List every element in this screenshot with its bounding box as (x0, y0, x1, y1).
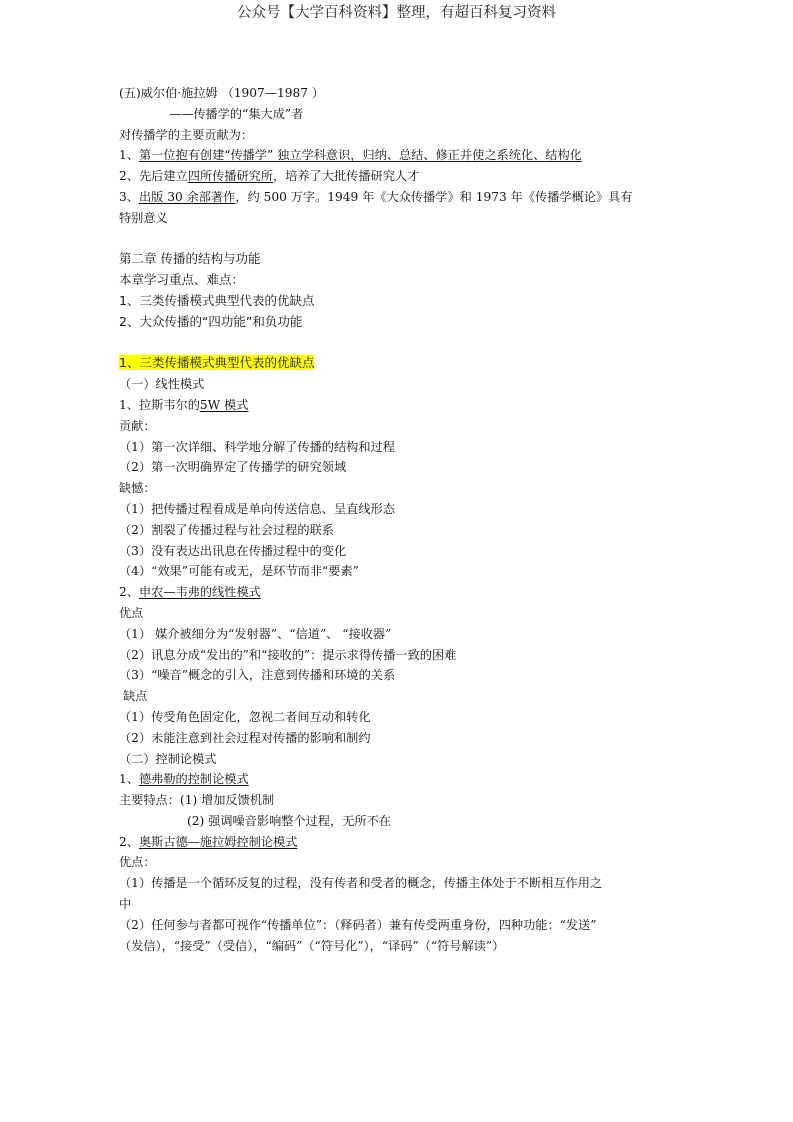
contribution-intro: 对传播学的主要贡献为： (119, 127, 254, 142)
defect-4: （4）“效果”可能有或无，是环节而非“要素” (119, 564, 359, 579)
defect-2: （2）割裂了传播过程与社会过程的联系 (119, 522, 334, 537)
contribution-label: 贡献： (119, 418, 156, 433)
features-line-1: 主要特点：(1) 增加反馈机制 (119, 793, 275, 808)
page-header: 公众号【大学百科资料】整理，有超百科复习资料 (237, 5, 556, 21)
osgood-point-1: （1）传播是一个循环反复的过程，没有传者和受者的概念，传播主体处于不断相互作用之 (119, 876, 603, 891)
advantages-label: 优点： (119, 855, 156, 870)
advantage-1: （1） 媒介被细分为“发射器”、“信道”、 “接收器” (119, 626, 392, 641)
defect-3: （3）没有表达出讯息在传播过程中的变化 (119, 543, 347, 558)
disadvantage-2: （2）未能注意到社会过程对传播的影响和制约 (119, 730, 371, 745)
item-number: 3、 (119, 189, 139, 204)
shannon-heading (119, 582, 719, 603)
item-rest: ，约 500 万字。1949 年《大众传播学》和 1973 年《传播学概论》具有 (235, 189, 633, 204)
document-body (119, 83, 719, 956)
section-heading-schramm: (五)威尔伯·施拉姆 （1907—1987 ） (119, 86, 325, 100)
contribution-item-3-continued: 特别意义 (119, 210, 168, 225)
disadvantages-label: 缺点 (123, 689, 148, 704)
underlined-text: 5W 模式 (199, 397, 249, 412)
contribution-1: （1）第一次详细、科学地分解了传播的结构和过程 (119, 439, 395, 454)
chapter-title: 第二章 传播的结构与功能 (119, 251, 261, 267)
osgood-point-2: （2）任何参与者都可视作“传播单位”：（释码者）兼有传受两重身份，四种功能：“发送” (119, 917, 597, 932)
contribution-item-2 (119, 166, 719, 187)
contribution-item-3 (119, 187, 719, 208)
item-number: 2、 (119, 585, 139, 600)
key-point-1: 1、三类传播模式典型代表的优缺点 (119, 292, 315, 308)
highlight: 1、三类传播模式典型代表的优缺点 (119, 355, 315, 371)
item-prefix: 1、拉斯韦尔的 (119, 397, 200, 412)
lasswell-heading (119, 395, 719, 416)
defect-label: 缺憾： (119, 481, 156, 496)
cybernetic-model-heading: （二）控制论模式 (119, 751, 217, 766)
contribution-item-1 (119, 145, 719, 166)
disadvantage-1: （1）传受角色固定化，忽视二者间互动和转化 (119, 709, 371, 724)
underlined-text: 德弗勒的控制论模式 (138, 772, 249, 787)
schramm-subtitle: ——传播学的“集大成”者 (169, 106, 304, 121)
underlined-text: 奥斯古德—施拉姆控制论模式 (138, 834, 298, 849)
underlined-text: 出版 30 余部著作 (138, 189, 236, 204)
features-line-2: (2) 强调噪音影响整个过程，无所不在 (187, 813, 391, 828)
advantages-label: 优点 (119, 605, 144, 620)
highlighted-section-heading (119, 353, 719, 374)
key-points-heading: 本章学习重点、难点： (119, 272, 245, 288)
item-number: 1、 (119, 772, 139, 787)
osgood-point-2-continued: （发信），“接受”（受信），“编码”（“符号化”），“译码”（“符号解读”） (119, 938, 505, 953)
defect-1: （1）把传播过程看成是单向传送信息、呈直线形态 (119, 501, 395, 516)
spacer (119, 333, 719, 354)
underlined-text: 第一位抱有创建“传播学” 独立学科意识，归纳、总结、修正并使之系统化、结构化 (138, 148, 582, 163)
underlined-text: 申农—韦弗的线性模式 (138, 585, 261, 600)
item-number: 1、 (119, 148, 139, 163)
osgood-point-1-continued: 中 (119, 897, 132, 912)
linear-model-heading: （一）线性模式 (119, 377, 205, 392)
contribution-2: （2）第一次明确界定了传播学的研究领域 (119, 460, 347, 475)
key-point-2: 2、大众传播的“四功能”和负功能 (119, 313, 303, 329)
spacer (119, 229, 719, 250)
advantage-2: （2）讯息分成“发出的”和“接收的”：提示求得传播一致的困难 (119, 647, 457, 662)
osgood-heading (119, 832, 719, 853)
item-prefix: 2、先后建立 (119, 169, 188, 184)
advantage-3: （3）“噪音”概念的引入，注意到传播和环境的关系 (119, 668, 396, 683)
item-number: 2、 (119, 834, 139, 849)
underlined-text: 四所传播研究所 (187, 169, 274, 184)
item-rest: ，培养了大批传播研究人才 (273, 169, 420, 184)
defleur-heading (119, 769, 719, 790)
